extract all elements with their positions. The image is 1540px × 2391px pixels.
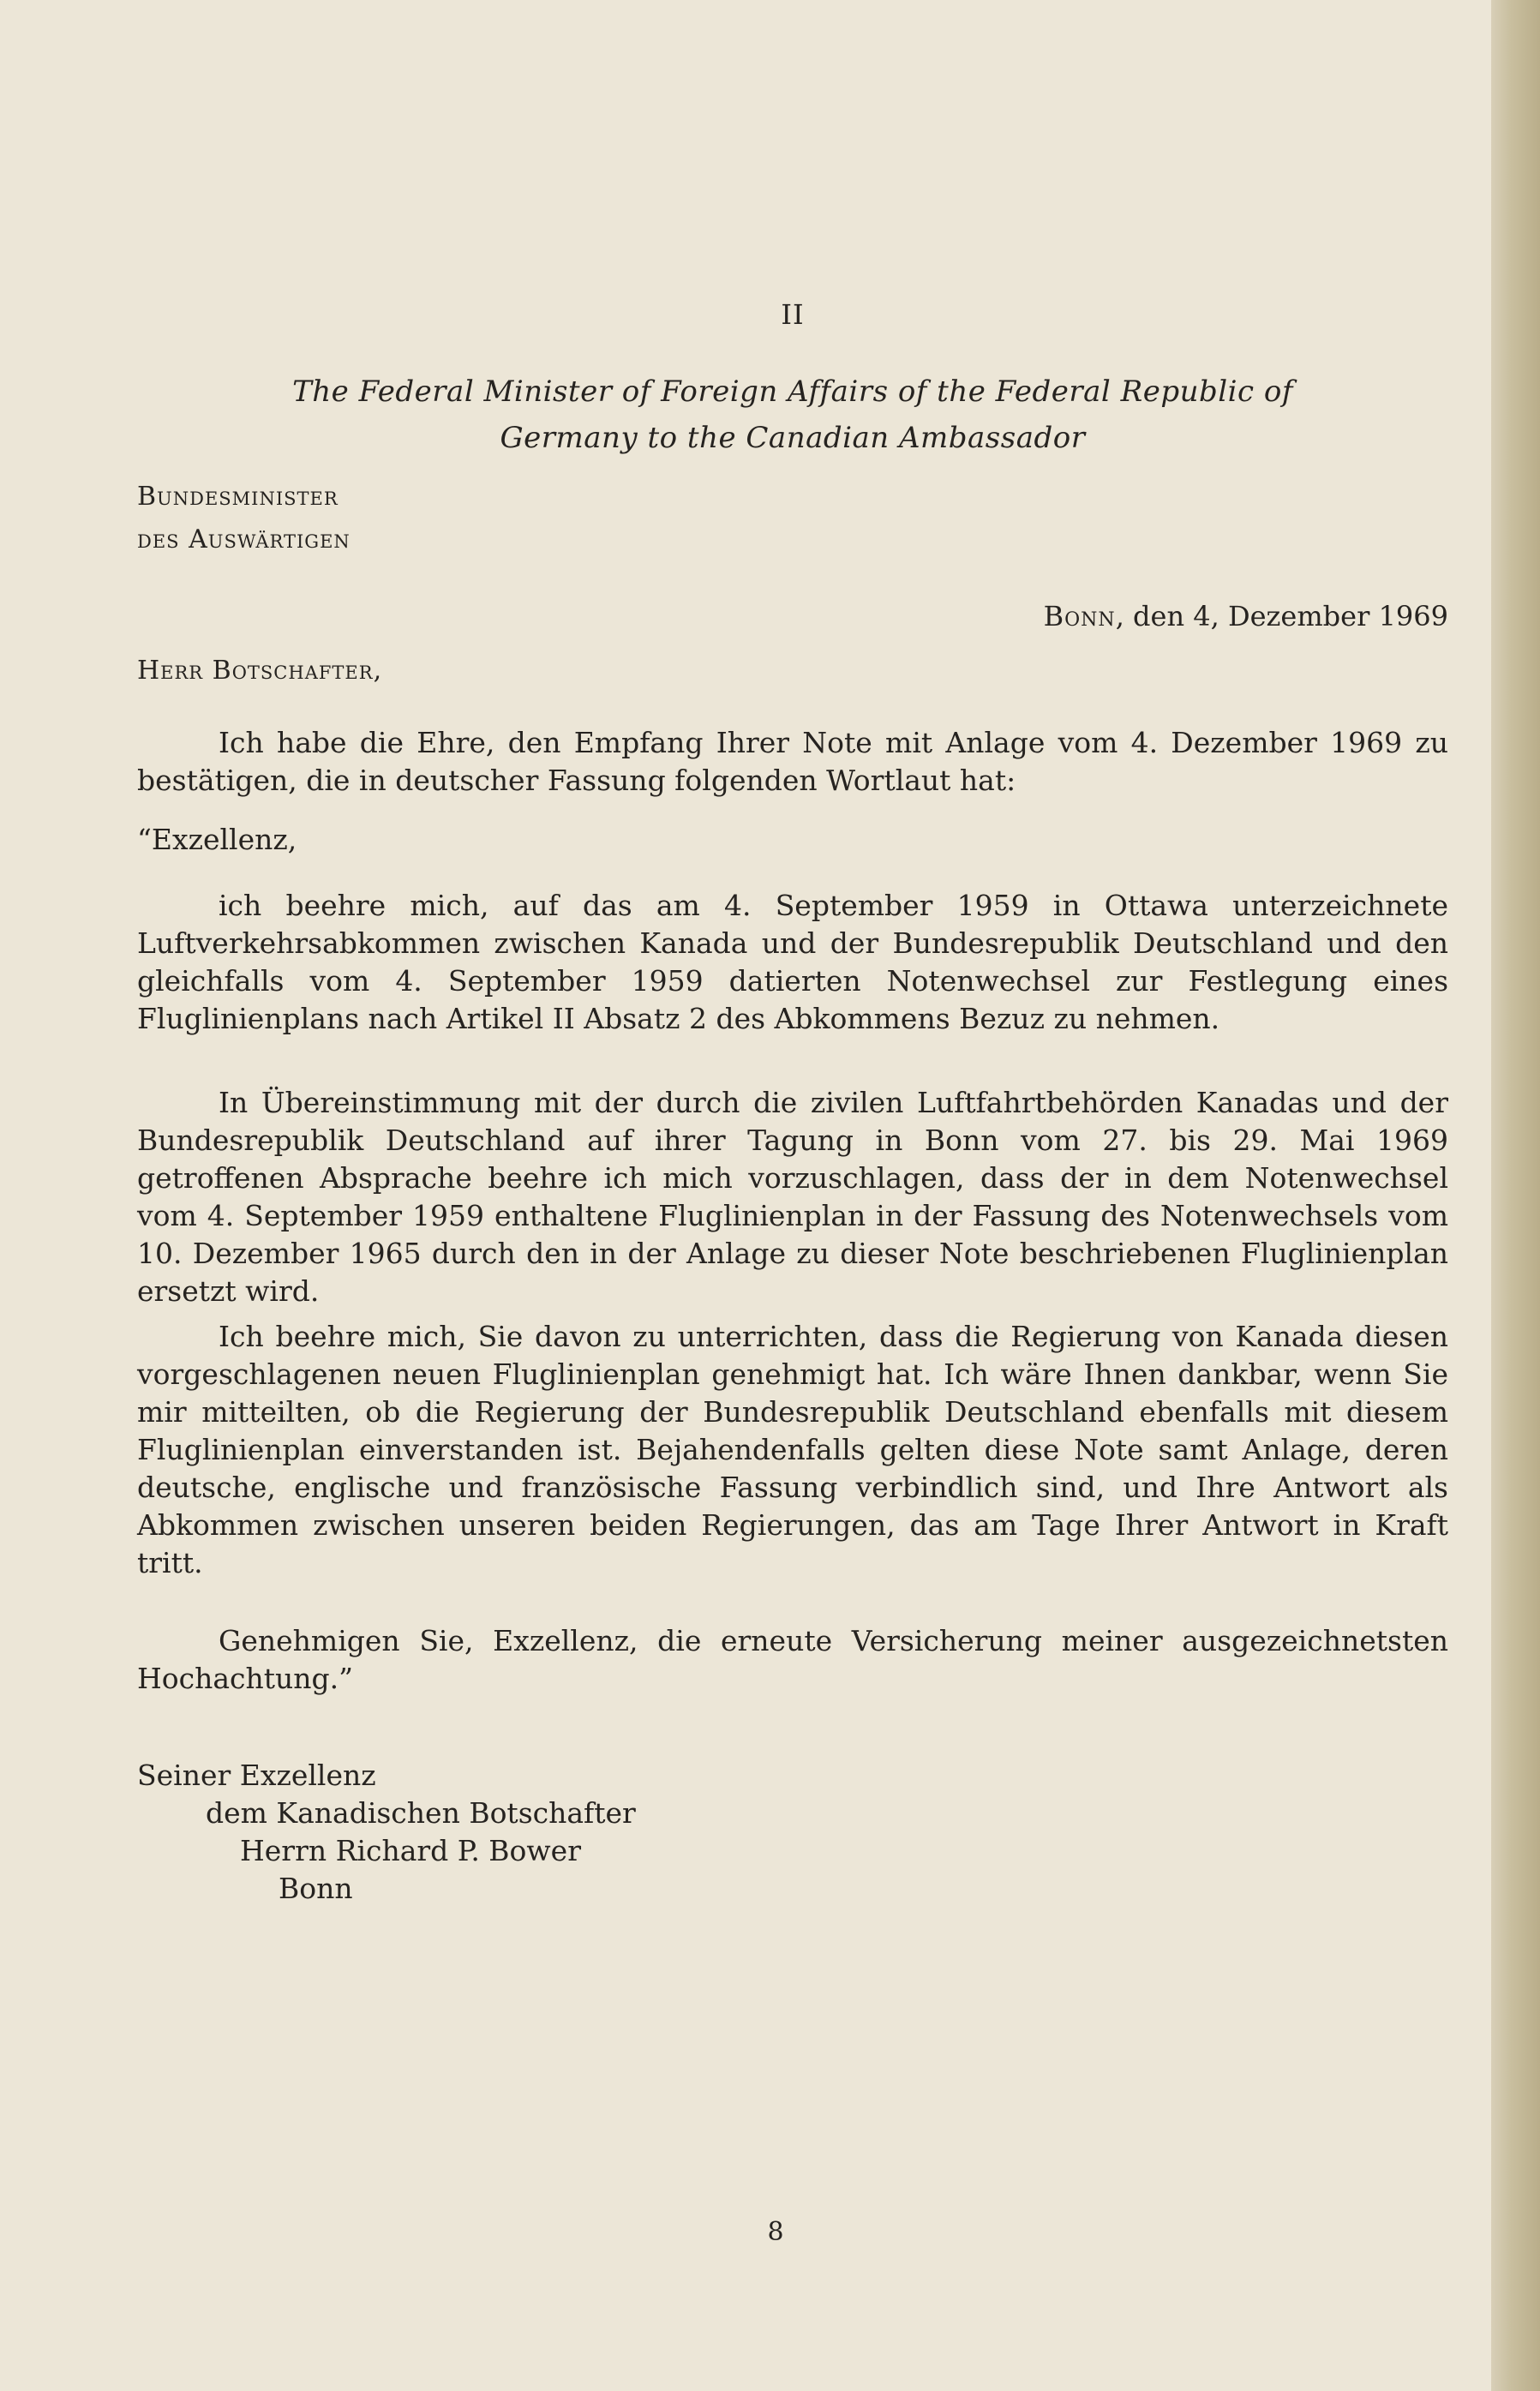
addressee-line-2: dem Kanadischen Botschafter (206, 1796, 636, 1830)
salutation: Herr Botschafter, (137, 656, 383, 686)
quote-opening: “Exzellenz, (137, 823, 297, 856)
date-rest: , den 4, Dezember 1969 (1115, 600, 1448, 632)
heading-line-1: The Federal Minister of Foreign Affairs of the Federal Republic of (292, 375, 1293, 409)
addressee-block (137, 1757, 1448, 1908)
addressee-line-4: Bonn (279, 1872, 353, 1905)
date-line (137, 600, 1448, 632)
addressee-line-1: Seiner Exzellenz (137, 1759, 376, 1792)
paragraph-5: Genehmigen Sie, Exzellenz, die erneute Versicherung meiner ausgezeichnetsten Hochachtung.” (137, 1624, 1448, 1695)
date-place: Bonn (1043, 600, 1116, 632)
paragraph-3: In Übereinstimmung mit der durch die zivilen Luftfahrtbehörden Kanadas und der Bundesrepublik Deutschland auf ihrer Tagung in Bonn vom 27. bis 29. Mai 1969 getroffenen Absprache beehre ich mich vorzuschlagen, dass der in dem Notenwechsel vom 4. September 1959 enthaltene Fluglinienplan in der Fassung des Notenwechsels vom 10. Dezember 1965 durch den in der Anlage zu dieser Note beschriebenen Fluglinienplan ersetzt wird. (137, 1086, 1448, 1308)
page-edge (1491, 0, 1540, 2391)
addressee-line-3: Herrn Richard P. Bower (240, 1834, 581, 1867)
heading-line-2: Germany to the Canadian Ambassador (500, 421, 1086, 455)
page-number: 8 (767, 2217, 784, 2247)
paragraph-4: Ich beehre mich, Sie davon zu unterrichten, dass die Regierung von Kanada diesen vorgeschlagenen neuen Fluglinienplan genehmigt hat. Ich wäre Ihnen dankbar, wenn Sie mir mitteilten, ob die Regierung der Bundesrepublik Deutschland ebenfalls mit diesem Fluglinienplan einverstanden ist. Bejahendenfalls gelten diese Note samt Anlage, deren deutsche, englische und französische Fassung verbindlich sind, und Ihre Antwort als Abkommen zwischen unseren beiden Regierungen, das am Tage Ihrer Antwort in Kraft tritt. (137, 1320, 1448, 1579)
sender-line-1: Bundesminister (137, 482, 339, 512)
paragraph-2: ich beehre mich, auf das am 4. September 1959 in Ottawa unterzeichnete Luftverkehrsabkommen zwischen Kanada und der Bundesrepublik Deutschland und den gleichfalls vom 4. September 1959 datierten Notenwechsel zur Festlegung eines Fluglinienplans nach Artikel II Absatz 2 des Abkommens Bezuz zu nehmen. (137, 889, 1448, 1035)
letter-heading (137, 369, 1448, 461)
paragraph-1: Ich habe die Ehre, den Empfang Ihrer Note mit Anlage vom 4. Dezember 1969 zu bestätigen, die in deutscher Fassung folgenden Wortlaut hat: (137, 726, 1448, 797)
sender-line-2: des Auswärtigen (137, 524, 351, 554)
section-number: II (781, 298, 805, 331)
sender-block (137, 476, 1448, 561)
